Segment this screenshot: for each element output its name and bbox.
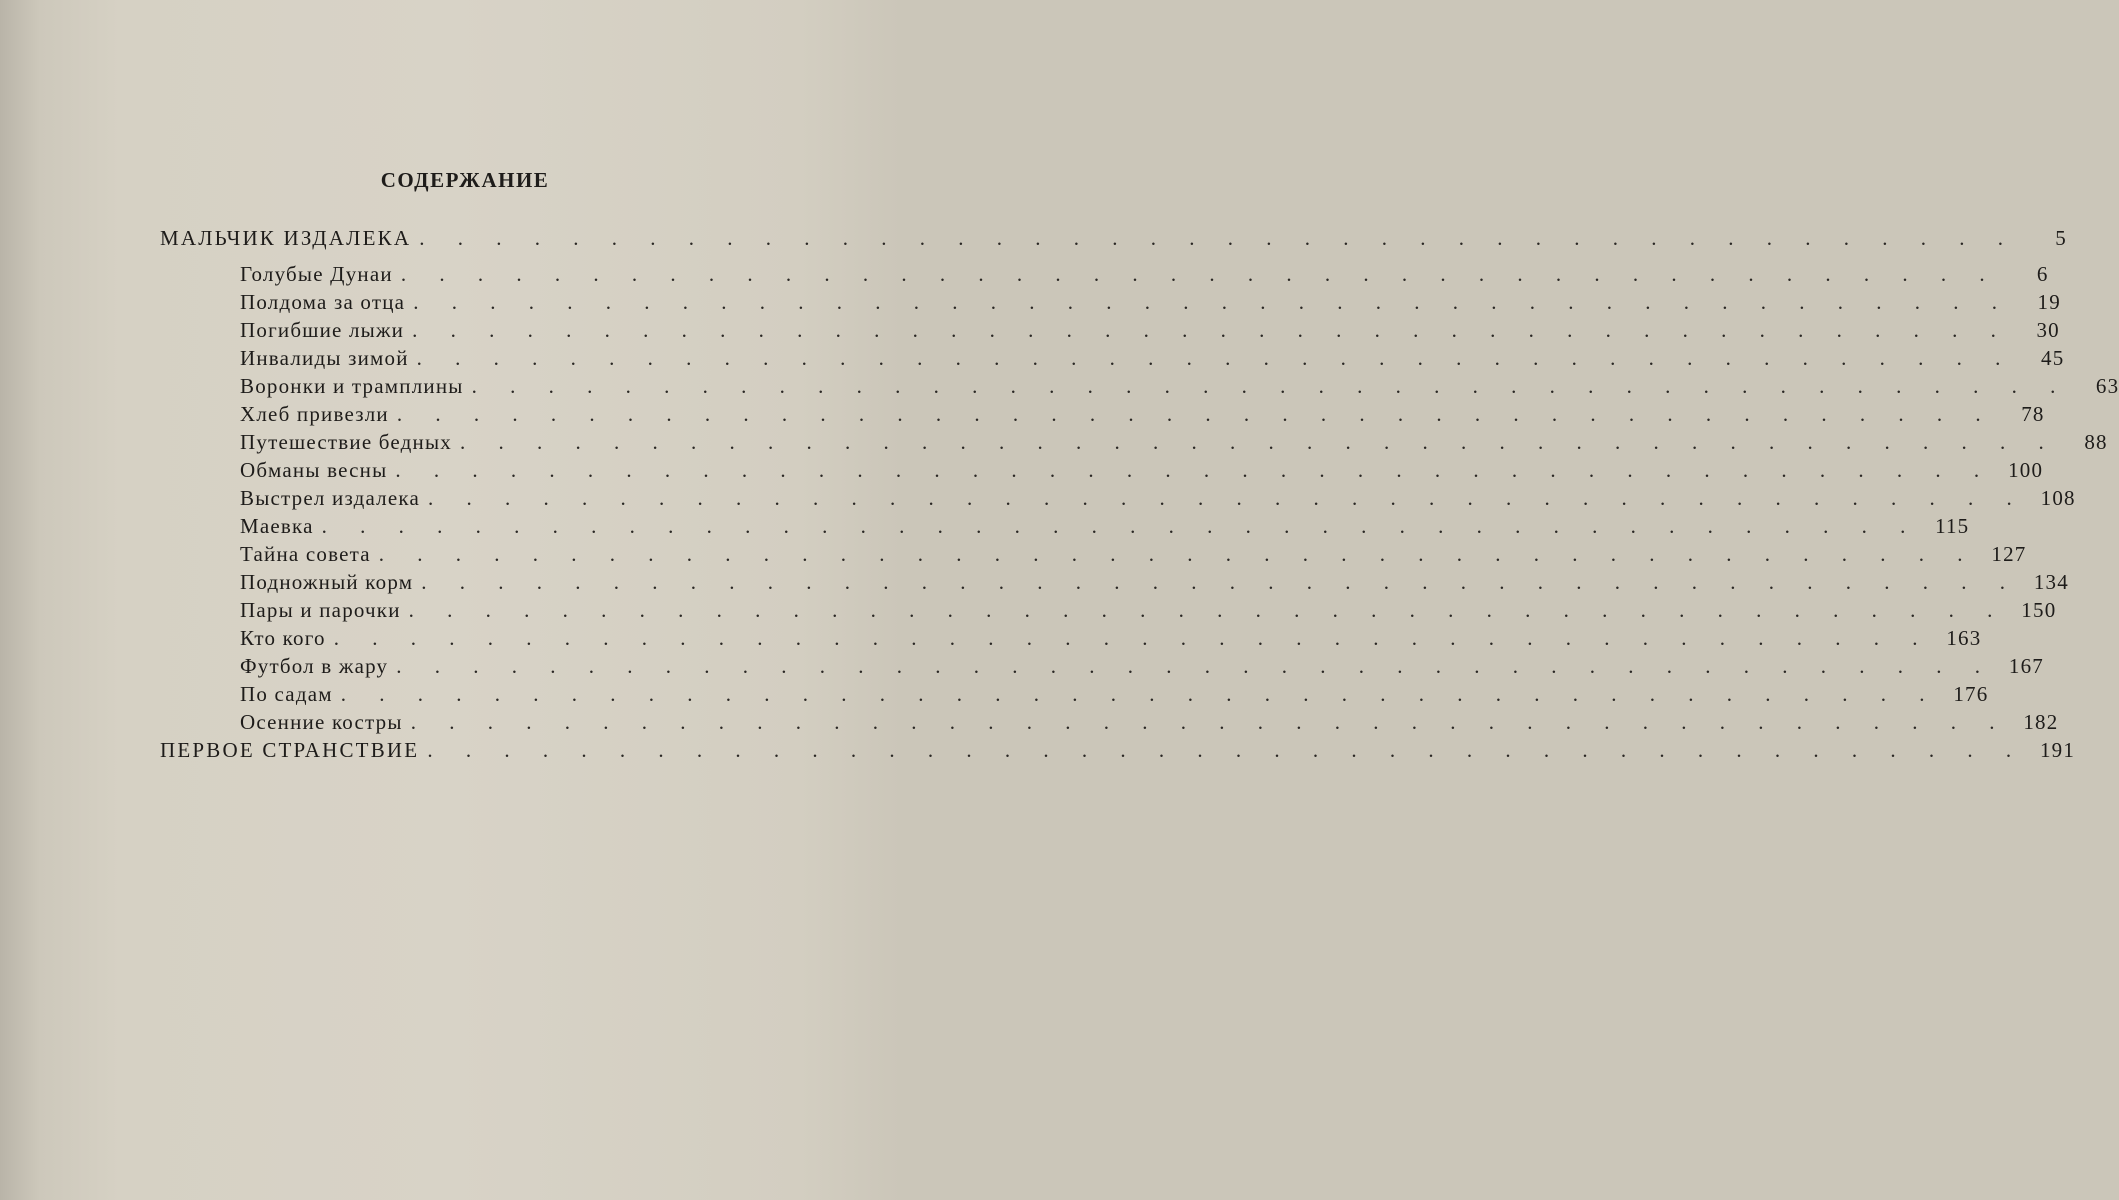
toc-entry [240, 710, 2059, 738]
toc-entry-page: 150 [2021, 598, 2057, 622]
toc-entry [240, 430, 2108, 458]
toc-entry-title: Пары и парочки [240, 598, 401, 622]
toc-leader-dots: . . . . . . . . . . . . . . . . . . . . . . . . . . . . . . . . . . . . . . . . . . [395, 458, 1994, 482]
toc-entry [160, 226, 2067, 254]
toc-entry-page: 127 [1991, 542, 2027, 566]
toc-entry-page: 45 [2041, 346, 2065, 370]
toc-leader-dots: . . . . . . . . . . . . . . . . . . . . . . . . . . . . . . . . . . . . . . . . . . [400, 262, 1999, 286]
toc-entry-page: 30 [2036, 318, 2060, 342]
toc-leader-dots: . . . . . . . . . . . . . . . . . . . . . . . . . . . . . . . . . . . . . . . . . . [333, 626, 1932, 650]
toc-entry [240, 570, 2069, 598]
toc-leader-dots: . . . . . . . . . . . . . . . . . . . . . . . . . . . . . . . . . . . . . . . . . . [421, 570, 2019, 594]
toc-entry-title: Выстрел издалека [240, 486, 420, 510]
toc-entry [240, 374, 2119, 402]
toc-entry-page: 5 [2055, 226, 2067, 250]
toc-entry-page: 108 [2040, 486, 2076, 510]
toc-leader-dots: . . . . . . . . . . . . . . . . . . . . . . . . . . . . . . . . . . . . . . . . . . [321, 514, 1920, 538]
toc-leader-dots: . . . . . . . . . . . . . . . . . . . . . . . . . . . . . . . . . . . . . . . . . . [416, 346, 2015, 370]
toc-leader-dots: . . . . . . . . . . . . . . . . . . . . . . . . . . . . . . . . . . . . . . . . . . [412, 318, 2010, 342]
toc-entry [240, 318, 2060, 346]
toc-entry-page: 100 [2008, 458, 2044, 482]
toc-entry-page: 182 [2023, 710, 2059, 734]
toc-entry-page: 88 [2084, 430, 2108, 454]
toc-entry-page: 115 [1935, 514, 1970, 538]
toc-entry-title: Подножный корм [240, 570, 414, 594]
toc-entry [240, 486, 2076, 514]
toc-entry-title: ПЕРВОЕ СТРАНСТВИЕ [160, 738, 420, 762]
toc-entry [240, 626, 1982, 654]
toc-entry-page: 19 [2037, 290, 2061, 314]
toc-entry-page: 167 [2008, 654, 2044, 678]
toc-leader-dots: . . . . . . . . . . . . . . . . . . . . . . . . . . . . . . . . . . . . . . . . . . [471, 374, 2070, 398]
toc-leader-dots: . . . . . . . . . . . . . . . . . . . . . . . . . . . . . . . . . . . . . . . . . . [419, 226, 2017, 250]
toc-entry [240, 458, 2044, 486]
toc-entry [240, 262, 2049, 290]
toc-entry-page: 63 [2095, 374, 2119, 398]
toc-entry-title: Инвалиды зимой [240, 346, 409, 370]
toc-entry-title: Погибшие лыжи [240, 318, 405, 342]
toc-entry-page: 163 [1946, 626, 1982, 650]
toc-entry-page: 176 [1953, 682, 1989, 706]
page-title: СОДЕРЖАНИЕ [380, 168, 550, 192]
toc-leader-dots: . . . . . . . . . . . . . . . . . . . . . . . . . . . . . . . . . . . . . . . . . . [427, 738, 2026, 762]
toc-entry-title: Маевка [240, 514, 314, 538]
toc-entry [240, 514, 1970, 542]
toc-entry-title: Полдома за отца [240, 290, 406, 314]
toc-entry-page: 191 [2039, 738, 2076, 762]
toc-entry-title: Воронки и трамплины [240, 374, 464, 398]
toc-entry-title: Осенние костры [240, 710, 403, 734]
toc-entry-title: Футбол в жару [240, 654, 389, 678]
toc-entry-title: Обманы весны [240, 458, 388, 482]
toc-entry [160, 738, 2076, 766]
toc-entry-title: Кто кого [240, 626, 326, 650]
toc-leader-dots: . . . . . . . . . . . . . . . . . . . . . . . . . . . . . . . . . . . . . . . . . . [408, 598, 2007, 622]
toc-entry [240, 598, 2057, 626]
toc-leader-dots: . . . . . . . . . . . . . . . . . . . . . . . . . . . . . . . . . . . . . . . . . . [378, 542, 1977, 566]
toc-leader-dots: . . . . . . . . . . . . . . . . . . . . . . . . . . . . . . . . . . . . . . . . . . [340, 682, 1939, 706]
toc-entry-title: МАЛЬЧИК ИЗДАЛЕКА [160, 226, 412, 250]
toc-leader-dots: . . . . . . . . . . . . . . . . . . . . . . . . . . . . . . . . . . . . . . . . . . [427, 486, 2026, 510]
toc-entry-page: 6 [2036, 262, 2049, 286]
toc-entry-title: Голубые Дунаи [240, 262, 393, 286]
toc-leader-dots: . . . . . . . . . . . . . . . . . . . . . . . . . . . . . . . . . . . . . . . . . . [459, 430, 2058, 454]
toc-entry-title: Хлеб привезли [240, 402, 389, 426]
toc-entry-title: Тайна совета [240, 542, 371, 566]
toc-entry [240, 346, 2065, 374]
toc-entry [240, 290, 2061, 318]
toc-leader-dots: . . . . . . . . . . . . . . . . . . . . . . . . . . . . . . . . . . . . . . . . . . [410, 710, 2009, 734]
toc-entry [240, 682, 1989, 710]
toc-leader-dots: . . . . . . . . . . . . . . . . . . . . . . . . . . . . . . . . . . . . . . . . . . [396, 654, 1994, 678]
toc-entry [240, 654, 2044, 682]
toc-leader-dots: . . . . . . . . . . . . . . . . . . . . . . . . . . . . . . . . . . . . . . . . . . [413, 290, 2011, 314]
toc-entry-page: 134 [2033, 570, 2069, 594]
toc-entry-title: По садам [240, 682, 333, 706]
toc-entry-title: Путешествие бедных [240, 430, 452, 454]
toc-leader-dots: . . . . . . . . . . . . . . . . . . . . . . . . . . . . . . . . . . . . . . . . . . [396, 402, 1995, 426]
toc-entry [240, 402, 2045, 430]
toc-entry-page: 78 [2021, 402, 2045, 426]
toc-entry [240, 542, 2027, 570]
